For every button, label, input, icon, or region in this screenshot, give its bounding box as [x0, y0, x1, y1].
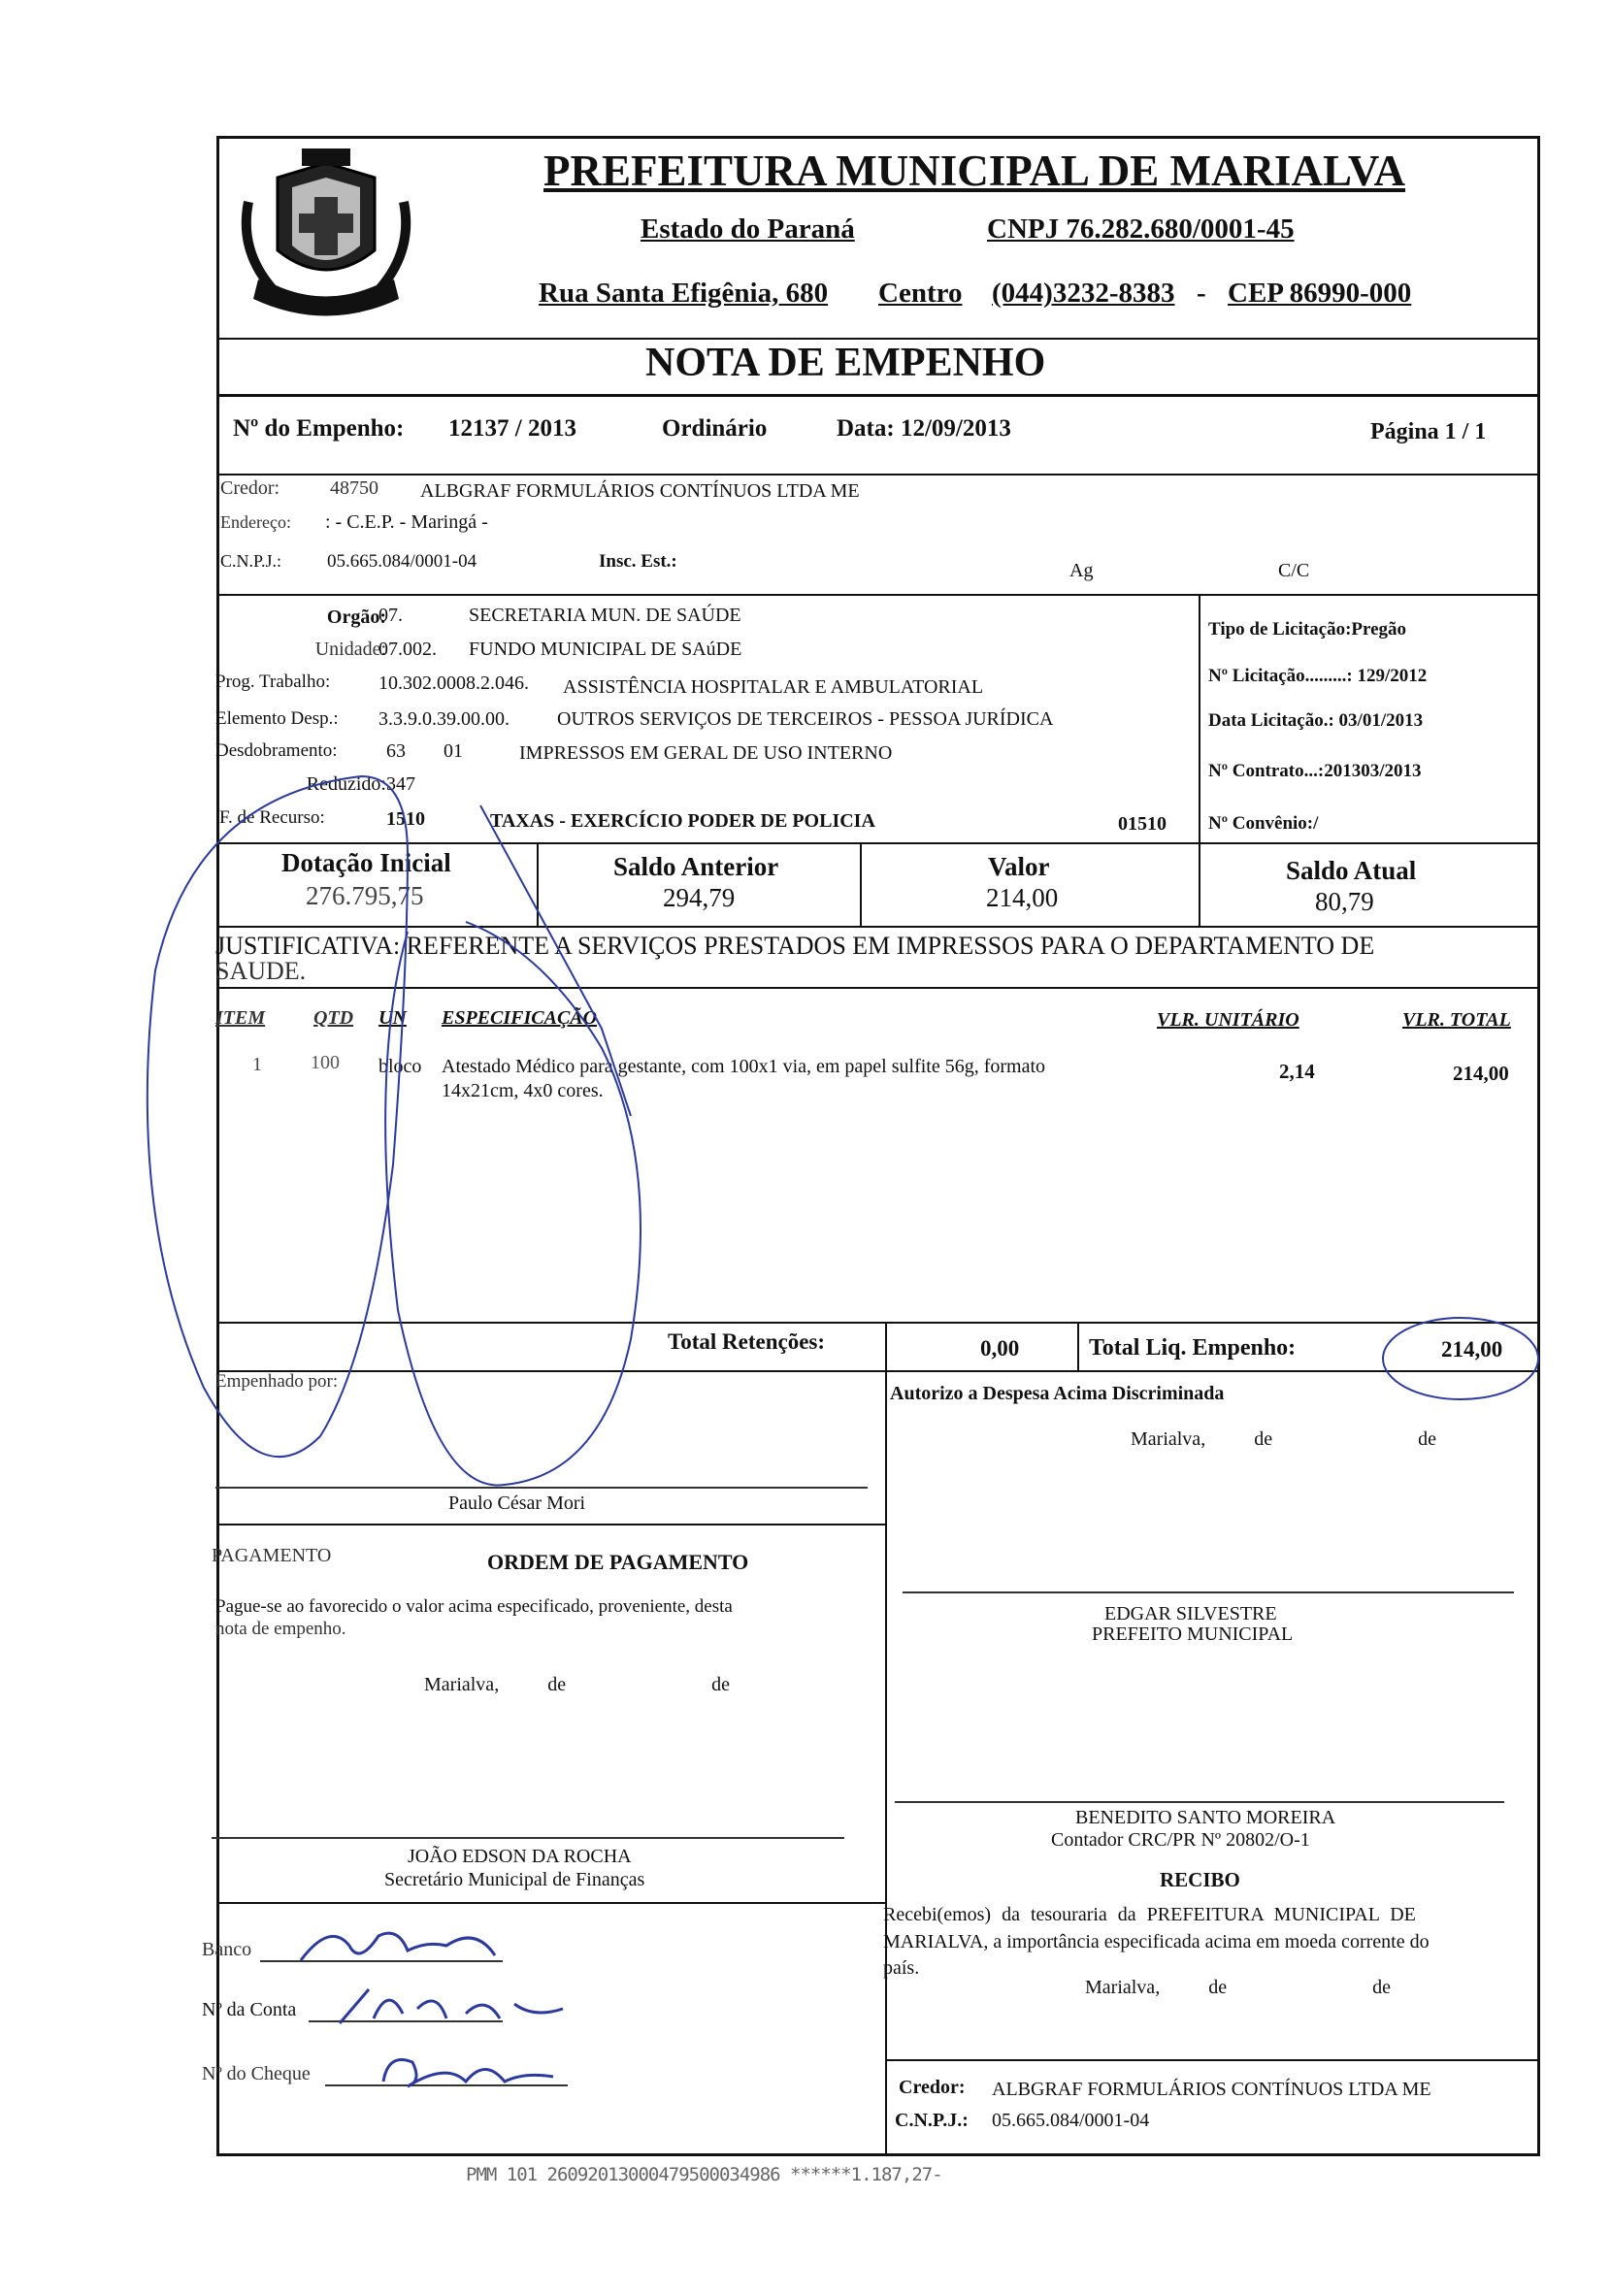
empenho-data: Data: 12/09/2013 — [837, 415, 1011, 442]
header-cnpj: CNPJ 76.282.680/0001-45 — [987, 213, 1295, 245]
recurso-code: 1510 — [386, 808, 425, 830]
col-vlr-total-header: VLR. TOTAL — [1402, 1009, 1511, 1031]
row-especificacao-line2: 14x21cm, 4x0 cores. — [442, 1080, 604, 1101]
empenhado-por-label: Empenhado por: — [215, 1371, 339, 1392]
divider — [216, 1322, 1540, 1324]
cnpj-label: C.N.P.J.: — [220, 551, 282, 571]
numero-convenio: Nº Convênio:/ — [1208, 813, 1319, 834]
recurso-num: 01510 — [1118, 813, 1167, 835]
col-item-header: ITEM — [215, 1007, 266, 1029]
credor-nome: ALBGRAF FORMULÁRIOS CONTÍNUOS LTDA ME — [420, 480, 860, 502]
recurso-label: F. de Recurso: — [219, 807, 325, 828]
col-qtd-header: QTD — [313, 1007, 354, 1029]
divider — [885, 1322, 887, 1370]
justificativa-line2: SAUDE. — [215, 957, 307, 985]
signature-line — [903, 1591, 1514, 1593]
row-vlr-unitario: 2,14 — [1279, 1060, 1315, 1083]
divider — [1199, 842, 1200, 926]
pagamento-label: PAGAMENTO — [212, 1545, 332, 1566]
cheque-label: Nº do Cheque — [202, 2063, 311, 2084]
recibo-line2: MARIALVA, a importância especificada acima em moeda corrente do — [883, 1931, 1430, 1952]
header-telefone: (044)3232-8383 — [992, 278, 1175, 309]
divider — [860, 842, 862, 926]
orgao-name: SECRETARIA MUN. DE SAÚDE — [469, 605, 741, 626]
recibo-cnpj-label: C.N.P.J.: — [895, 2110, 969, 2131]
header-title: PREFEITURA MUNICIPAL DE MARIALVA — [543, 147, 1406, 195]
recibo-data: Marialva, de de — [1085, 1977, 1391, 1998]
col-especificacao-header: ESPECIFICAÇÃO — [442, 1007, 598, 1029]
divider — [216, 926, 1540, 928]
prog-name: ASSISTÊNCIA HOSPITALAR E AMBULATORIAL — [563, 676, 984, 698]
contador-cargo: Contador CRC/PR Nº 20802/O-1 — [1051, 1829, 1310, 1851]
unidade-name: FUNDO MUNICIPAL DE SAúDE — [469, 639, 742, 660]
divider — [216, 987, 1540, 989]
numero-contrato: Nº Contrato...:201303/2013 — [1208, 761, 1422, 781]
prog-label: Prog. Trabalho: — [215, 672, 331, 692]
credor-codigo: 48750 — [330, 477, 378, 499]
row-item: 1 — [252, 1054, 262, 1075]
divider — [537, 842, 539, 926]
pague-line1: Pague-se ao favorecido o valor acima especificado, proveniente, desta — [215, 1596, 733, 1617]
divider — [216, 594, 1540, 596]
desdobramento-label: Desdobramento: — [215, 740, 338, 761]
dotacao-inicial-label: Dotação Inicial — [281, 848, 451, 877]
row-qtd: 100 — [311, 1052, 340, 1073]
signature-line — [215, 1487, 868, 1489]
col-vlr-unitario-header: VLR. UNITÁRIO — [1157, 1009, 1299, 1031]
divider — [1199, 594, 1200, 842]
row-un: bloco — [378, 1056, 422, 1077]
pague-line2: nota de empenho. — [215, 1619, 346, 1639]
banco-signature — [291, 1917, 524, 1975]
prefeito-cargo: PREFEITO MUNICIPAL — [1092, 1624, 1294, 1645]
recibo-line3: país. — [883, 1957, 920, 1979]
valor-label: Valor — [988, 852, 1050, 881]
prefeito-nome: EDGAR SILVESTRE — [1104, 1603, 1277, 1624]
divider — [1077, 1322, 1079, 1370]
elemento-label: Elemento Desp.: — [215, 708, 339, 729]
recurso-name: TAXAS - EXERCÍCIO PODER DE POLICIA — [490, 810, 875, 832]
endereco-label: Endereço: — [220, 512, 291, 532]
coat-of-arms-seal — [229, 144, 423, 318]
cheque-signature — [369, 2043, 563, 2101]
banco-label: Banco — [202, 1939, 252, 1960]
pagamento-data: Marialva, de de — [424, 1674, 730, 1695]
empenhado-nome: Paulo César Mori — [448, 1492, 586, 1514]
col-un-header: UN — [378, 1007, 407, 1029]
header-centro: Centro — [878, 278, 963, 309]
footer-code: PMM 101 26092013000479500034986 ******1.187,27- — [466, 2164, 942, 2185]
cnpj-value: 05.665.084/0001-04 — [327, 551, 477, 572]
dotacao-inicial-value: 276.795,75 — [306, 881, 424, 910]
reduzido-label: Reduzido: — [306, 773, 386, 795]
secretario-cargo: Secretário Municipal de Finanças — [384, 1869, 645, 1890]
row-vlr-total: 214,00 — [1453, 1062, 1509, 1085]
total-liquido-value: 214,00 — [1441, 1337, 1503, 1361]
header-rua: Rua Santa Efigênia, 680 — [539, 278, 829, 309]
conta-label: Nº da Conta — [202, 1999, 297, 2020]
header-estado: Estado do Paraná — [641, 213, 855, 245]
desdobramento-code: 63 — [386, 740, 406, 762]
total-retencoes-value: 0,00 — [980, 1336, 1020, 1361]
desdobramento-sub: 01 — [444, 740, 463, 762]
autorizo-data: Marialva, de de — [1131, 1428, 1436, 1450]
divider — [885, 1370, 887, 2156]
elemento-name: OUTROS SERVIÇOS DE TERCEIROS - PESSOA JURÍDICA — [557, 708, 1054, 730]
saldo-anterior-value: 294,79 — [663, 883, 736, 912]
secretario-nome: JOÃO EDSON DA ROCHA — [408, 1846, 632, 1867]
saldo-anterior-label: Saldo Anterior — [613, 852, 779, 881]
orgao-label: Orgão: — [326, 607, 386, 628]
endereco-value: : - C.E.P. - Maringá - — [325, 511, 488, 533]
reduzido-value: 347 — [386, 773, 415, 795]
total-liquido-label: Total Liq. Empenho: — [1089, 1335, 1297, 1361]
header-separator: - — [1197, 278, 1206, 309]
unidade-label: Unidade: — [314, 639, 386, 660]
header-cep: CEP 86990-000 — [1228, 278, 1412, 309]
signature-line — [895, 1801, 1504, 1803]
recibo-cnpj-value: 05.665.084/0001-04 — [992, 2110, 1150, 2131]
divider — [216, 474, 1540, 476]
valor-value: 214,00 — [986, 883, 1059, 912]
saldo-atual-value: 80,79 — [1315, 887, 1374, 916]
orgao-code: 07. — [378, 605, 403, 626]
conta-signature — [330, 1980, 573, 2038]
data-licitacao: Data Licitação.: 03/01/2013 — [1208, 710, 1424, 731]
empenho-pagina: Página 1 / 1 — [1370, 419, 1487, 444]
empenho-numero: 12137 / 2013 — [448, 415, 576, 442]
recibo-credor-nome: ALBGRAF FORMULÁRIOS CONTÍNUOS LTDA ME — [992, 2079, 1431, 2100]
divider — [216, 394, 1540, 397]
empenho-tipo: Ordinário — [662, 415, 768, 442]
divider — [216, 842, 1540, 844]
recibo-title: RECIBO — [1160, 1868, 1240, 1891]
numero-licitacao: Nº Licitação.........: 129/2012 — [1208, 666, 1428, 686]
insc-label: Insc. Est.: — [599, 551, 677, 572]
signature-line — [212, 1837, 844, 1839]
prog-code: 10.302.0008.2.046. — [378, 672, 529, 694]
row-especificacao-line1: Atestado Médico para gestante, com 100x1 via, em papel sulfite 56g, formato — [442, 1056, 1046, 1077]
tipo-licitacao: Tipo de Licitação:Pregão — [1208, 619, 1407, 640]
justificativa-line1: JUSTIFICATIVA: REFERENTE A SERVIÇOS PRESTADOS EM IMPRESSOS PARA O DEPARTAMENTO DE — [215, 932, 1375, 960]
credor-label: Credor: — [220, 477, 280, 499]
autorizo-label: Autorizo a Despesa Acima Discriminada — [890, 1383, 1225, 1404]
ag-label: Ag — [1069, 560, 1094, 581]
recibo-line1: Recebi(emos) da tesouraria da PREFEITURA MUNICIPAL DE — [883, 1904, 1416, 1925]
ordem-pagamento-title: ORDEM DE PAGAMENTO — [487, 1550, 749, 1574]
cc-label: C/C — [1278, 560, 1310, 581]
document-title: NOTA DE EMPENHO — [645, 341, 1046, 385]
unidade-code: 07.002. — [378, 639, 437, 660]
elemento-code: 3.3.9.0.39.00.00. — [378, 708, 510, 730]
divider — [216, 1902, 886, 1904]
divider — [216, 1524, 886, 1525]
contador-nome: BENEDITO SANTO MOREIRA — [1075, 1807, 1336, 1828]
total-retencoes-label: Total Retenções: — [668, 1329, 826, 1354]
recibo-credor-label: Credor: — [899, 2077, 966, 2098]
divider — [885, 2059, 1540, 2061]
empenho-label: Nº do Empenho: — [233, 415, 405, 442]
divider — [216, 1370, 1540, 1372]
saldo-atual-label: Saldo Atual — [1286, 856, 1417, 885]
desdobramento-name: IMPRESSOS EM GERAL DE USO INTERNO — [519, 742, 893, 764]
